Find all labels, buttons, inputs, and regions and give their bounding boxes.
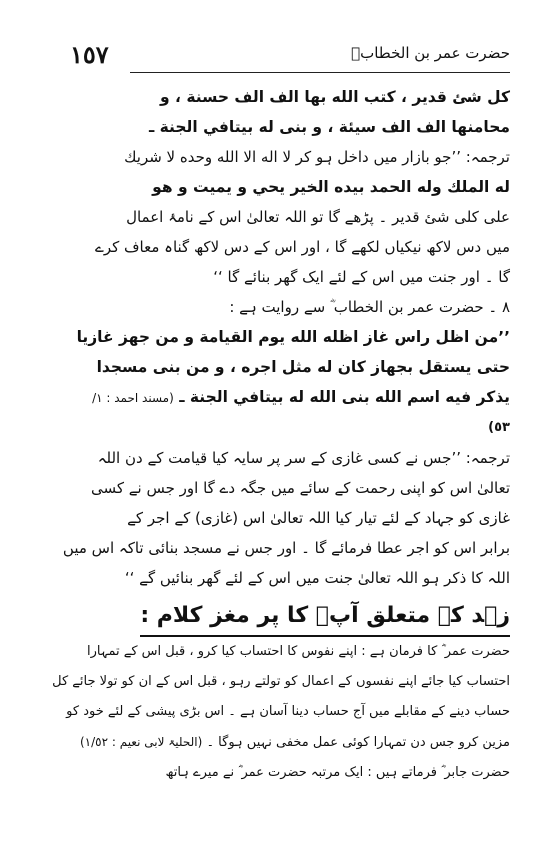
text-span: مزین کرو جس دن تمہارا کوئی عمل مخفی نہیں ہوگا ۔ (206, 735, 510, 750)
text-line: تعالیٰ اس کو اپنی رحمت کے سائے میں جگہ دے گا اور جس نے کسی (90, 479, 510, 497)
page-body (52, 82, 510, 788)
section-heading: زہد کے متعلق آپؓ کا پر مغز کلام : (140, 599, 510, 637)
text-line-with-citation (79, 727, 510, 758)
text-line: اللہ کا ذکر ہو اللہ تعالیٰ جنت میں اس کے لئے گھر بنائیں گے ‘‘ (124, 569, 510, 587)
text-line: كل شئ قدير ، كتب الله بها الف الف حسنة ، و (160, 88, 510, 106)
running-title: حضرت عمر بن الخطابؓ (351, 44, 510, 62)
text-line: غازی کو جہاد کے لئے تیار کیا اللہ تعالیٰ اس (غازی) کے اجر کے (127, 509, 510, 527)
citation: (مسند احمد : ١/ (92, 391, 174, 405)
text-line: على كلى شئ قدير ۔ پڑھے گا تو اللہ تعالیٰ اس کے نامۂ اعمال (126, 208, 510, 226)
citation: (الحلیۃ لابی نعیم : ١/٥٢) (79, 735, 203, 749)
text-line: حتى يستقل بجهاز كان له مثل اجره ، و من بنى مسجدا (96, 358, 510, 376)
text-line: حضرت عمر ؓ کا فرمان ہے : اپنے نفوس کا احتساب کیا کرو ، قبل اس کے تمہارا (86, 644, 510, 659)
text-span: يذكر فيه اسم الله بنى الله له بيتافي الجنة ـ (179, 388, 510, 406)
text-line: ترجمہ: ’’جس نے کسی غازی کے سر پر سایہ کیا قیامت کے دن اللہ (97, 449, 510, 467)
page-header (70, 40, 510, 74)
text-line: احتساب کیا جائے اپنے نفسوں کے اعمال کو تولتے رہو ، قبل اس کے ان کو تولا جائے کل (52, 674, 510, 689)
header-rule (130, 72, 510, 73)
text-line: گا ۔ اور جنت میں اس کے لئے ایک گھر بنائے گا ‘‘ (213, 268, 510, 286)
numbered-item-line: ۸ ۔ حضرت عمر بن الخطاب ؓ سے روایت ہے : (229, 298, 510, 316)
text-line: ’’من اظل راس غاز اظله الله يوم القيامة و من جهز غازيا (76, 328, 510, 346)
text-line: میں دس لاکھ نیکیاں لکھے گا ، اور اس کے دس لاکھ گناہ معاف کرے (95, 238, 510, 256)
text-line: ترجمہ: ’’جو بازار میں داخل ہو کر لا اله الا الله وحده لا شريك (124, 148, 510, 166)
section-heading-wrap (84, 593, 510, 637)
text-line: له الملك وله الحمد بيده الخير يحي و يميت و هو (152, 178, 510, 196)
text-line-with-citation (84, 382, 510, 413)
text-line: حساب دینے کے مقابلے میں آج حساب دینا آسان ہے ۔ اس بڑی پیشی کے لئے خود کو (66, 704, 510, 719)
page-number: ١٥٧ (70, 40, 109, 69)
text-line: حضرت جابر ؓ فرماتے ہیں : ایک مرتبہ حضرت عمر ؓ نے میرے ہاتھ (165, 765, 510, 780)
text-line: ٥٣) (488, 420, 510, 435)
text-line: برابر اس کو اجر عطا فرمائے گا ۔ اور جس نے مسجد بنائی تاکہ اس میں (62, 539, 510, 557)
text-line: محامنها الف الف سيئة ، و بنى له بيتافي الجنة ـ (148, 118, 510, 136)
